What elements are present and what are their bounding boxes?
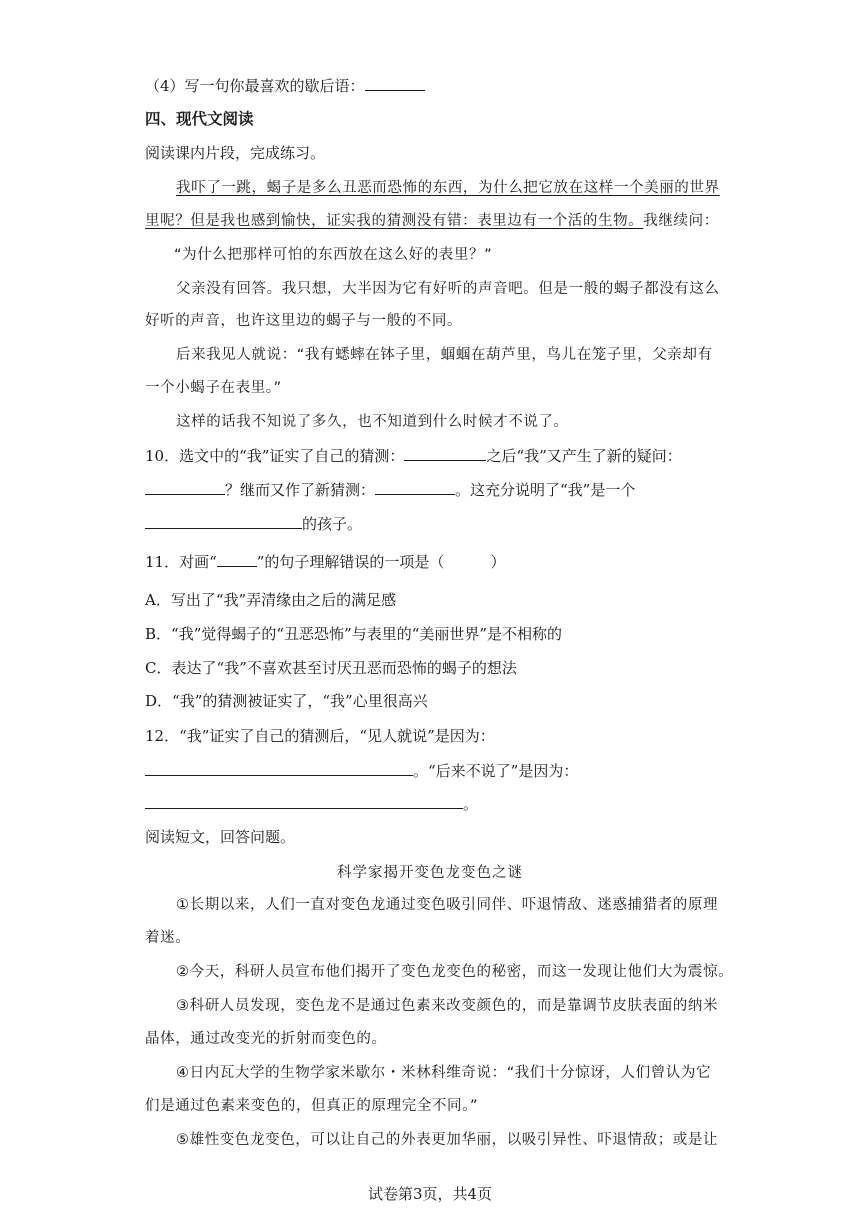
q10-part5: 的孩子。 <box>302 515 363 533</box>
passage1-line2-rest: 我继续问： <box>643 213 719 229</box>
q10-line1 <box>145 445 682 466</box>
q11-option-d[interactable]: D．“我”的猜测被证实了，“我”心里很高兴 <box>145 692 428 710</box>
q12-line3 <box>145 793 478 814</box>
q10-part1: 10．选文中的“我”证实了自己的猜测： <box>145 447 405 465</box>
passage2-instruction: 阅读短文，回答问题。 <box>145 828 296 846</box>
passage2-p1a: ①长期以来，人们一直对变色龙通过变色吸引同伴、吓退情敌、迷惑捕猎者的原理 <box>176 897 719 913</box>
q11-stem <box>145 551 505 572</box>
q10-part4: 。这充分说明了“我”是一个 <box>455 481 636 499</box>
q10-blank-guess[interactable] <box>404 445 486 461</box>
q4-answer-blank[interactable] <box>365 75 425 91</box>
q12-end: 。 <box>463 795 479 813</box>
passage2-p2: ②今天，科研人员宣布他们揭开了变色龙变色的秘密，而这一发现让他们大为震惊。 <box>176 964 734 980</box>
passage1-line3: “为什么把那样可怕的东西放在这么好的表里？” <box>174 247 493 263</box>
q10-part2: 之后“我”又产生了新的疑问： <box>486 447 682 465</box>
q4-prefix: （4）写一句你最喜欢的歇后语： <box>145 77 365 95</box>
q12-line2 <box>145 760 578 781</box>
passage2-p5a: ⑤雄性变色龙变色，可以让自己的外表更加华丽，以吸引异性、吓退情敌；或是让 <box>176 1132 719 1148</box>
q11-stem-a: 11．对画“ <box>145 553 217 571</box>
passage2-p1b: 着迷。 <box>145 930 191 946</box>
passage1-line2 <box>145 211 719 231</box>
q12-blank-reason2[interactable] <box>145 793 463 809</box>
passage1-line8: 这样的话我不知说了多久，也不知道到什么时候才不说了。 <box>176 414 569 430</box>
q10-line3 <box>145 513 362 534</box>
passage2-p4a: ④日内瓦大学的生物学家米歇尔・米林科维奇说：“我们十分惊讶，人们曾认为它 <box>176 1065 712 1081</box>
q11-option-c[interactable]: C．表达了“我”不喜欢甚至讨厌丑恶而恐怖的蝎子的想法 <box>145 659 517 677</box>
q12-stem: 12．“我”证实了自己的猜测后，“见人就说”是因为： <box>145 727 495 745</box>
section-heading: 四、现代文阅读 <box>145 110 254 128</box>
q11-underline-sample <box>217 551 257 567</box>
q10-part3: ？继而又作了新猜测： <box>225 481 376 499</box>
page-footer: 试卷第3页，共4页 <box>367 1185 493 1203</box>
q4-line <box>145 75 425 96</box>
q10-blank-question[interactable] <box>145 479 225 495</box>
q12-mid: 。“后来不说了”是因为： <box>413 762 579 780</box>
passage2-p3b: 晶体，通过改变光的折射而变色的。 <box>145 1031 387 1047</box>
q11-option-a[interactable]: A．写出了“我”弄清缘由之后的满足感 <box>145 591 397 609</box>
passage1-instruction: 阅读课内片段，完成练习。 <box>145 144 326 162</box>
q10-line2 <box>145 479 635 500</box>
passage1-line4: 父亲没有回答。我只想，大半因为它有好听的声音吧。但是一般的蝎子都没有这么 <box>176 281 720 297</box>
passage2-title: 科学家揭开变色龙变色之谜 <box>337 865 523 881</box>
q11-stem-c: ） <box>490 553 506 571</box>
q12-blank-reason1[interactable] <box>145 760 413 776</box>
passage1-line2-underlined: 里呢？但是我也感到愉快，证实我的猜测没有错：表里边有一个活的生物。 <box>145 213 644 229</box>
passage1-line6: 后来我见人就说：“我有蟋蟀在钵子里，蝈蝈在葫芦里，鸟儿在笼子里，父亲却有 <box>176 347 713 363</box>
passage2-p4b: 们是通过色素来变色的，但真正的原理完全不同。” <box>145 1098 479 1114</box>
q11-stem-b: ”的句子理解错误的一项是（ <box>256 553 445 571</box>
q10-blank-child[interactable] <box>145 513 302 529</box>
passage1-line1: 我吓了一跳，蝎子是多么丑恶而恐怖的东西，为什么把它放在这样一个美丽的世界 <box>176 180 720 196</box>
q10-blank-new-guess[interactable] <box>375 479 455 495</box>
q11-option-b[interactable]: B．“我”觉得蝎子的“丑恶恐怖”与表里的“美丽世界”是不相称的 <box>145 625 563 643</box>
passage1-line5: 好听的声音，也许这里边的蝎子与一般的不同。 <box>145 313 463 329</box>
passage2-p3a: ③科研人员发现，变色龙不是通过色素来改变颜色的，而是靠调节皮肤表面的纳米 <box>176 998 719 1014</box>
passage1-line7: 一个小蝎子在表里。” <box>145 380 282 396</box>
